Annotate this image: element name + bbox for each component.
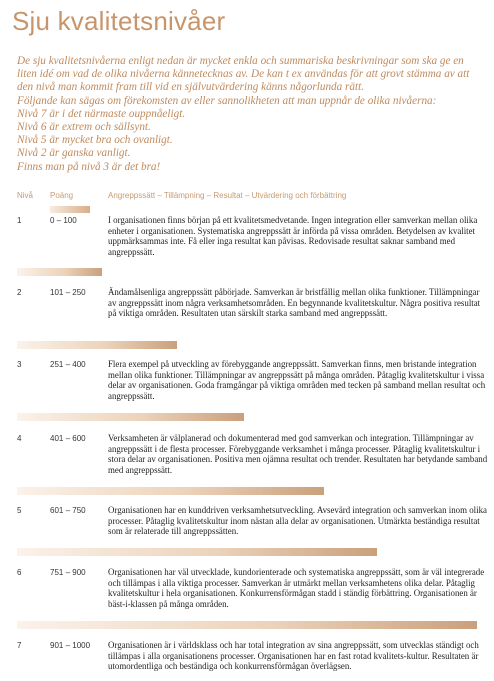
level-bar-2 [17,268,102,276]
intro-line: Nivå 7 är i det närmaste ouppnåeligt. [17,107,186,120]
level-points: 0 – 100 [50,216,77,225]
level-number: 4 [17,434,22,443]
intro-line: Finns man på nivå 3 är det bra! [17,160,161,173]
intro-line: Nivå 5 är mycket bra och ovanligt. [17,134,173,147]
intro-line: Nivå 2 är ganska vanligt. [17,147,131,160]
level-points: 751 – 900 [50,568,86,577]
level-points: 601 – 750 [50,506,86,515]
intro-paragraph: Följande kan sägas om förekomsten av eller sannolikheten att man uppnår de olika nivåerna: [17,94,437,107]
level-number: 1 [17,216,22,225]
header-gradient-bar [50,206,90,213]
level-bar-5 [17,487,324,495]
intro-line: Nivå 6 är extrem och sällsynt. [17,121,151,134]
level-description: Flera exempel på utveckling av förebyggande angreppssätt. Samverkan finns, men bristande integration mellan olika funktioner. Tillämpningar av angreppssätt på många områden. Påtaglig kvalitetskultur i vissa delar av organisationen. Goda framgångar på viktiga områden med tecken på samband mellan resultat och angreppssätt. [108,359,486,401]
page-title: Sju kvalitetsnivåer [12,6,226,36]
level-points: 101 – 250 [50,288,86,297]
level-bar-6 [17,548,377,556]
level-points: 251 – 400 [50,360,86,369]
header-approach: Angreppssätt – Tillämpning – Resultat – Utvärdering och förbättring [108,191,347,200]
level-bar-4 [17,413,244,421]
level-number: 3 [17,360,22,369]
level-bar-7 [17,621,477,629]
level-description: Organisationen har väl utvecklade, kundorienterade och systematiska angreppssätt, som är väl integrerade och tillämpas i alla viktiga processer. Samverkan är utmärkt mellan verksamhetens olika delar. Påtaglig kvalitetskultur i hela organisationen. Konkurrensförmågan stadd i ständig förbättring. Organisationen är bäst-i-klassen på många områden. [108,567,485,609]
level-bar-3 [17,341,177,349]
header-points: Poäng [50,191,74,200]
level-number: 7 [17,641,22,650]
level-description: Organisationen är i världsklass och har total integration av sina angreppssätt, som utvecklas ständigt och tillämpas i alla organisationens processer. Organisationen har en fast rotad kvalitets-kultur. Resultaten är utomordentliga och beständiga och konkurrensförmågan överlägsen. [108,640,479,672]
header-level: Nivå [17,191,34,200]
level-number: 6 [17,568,22,577]
level-points: 901 – 1000 [50,641,91,650]
level-points: 401 – 600 [50,434,86,443]
level-description: Verksamheten är välplanerad och dokumenterad med god samverkan och integration. Tillämpningar av angreppssätt i de flesta processer. Förebyggande verksamhet i många processer. Påtaglig kvalitetskultur i stora delar av organisationen. Positiva men ojämna resultat och trender. Resultaten har betydande samband med angreppssätt. [108,433,488,475]
level-number: 5 [17,506,22,515]
level-number: 2 [17,288,22,297]
level-description: I organisationen finns början på ett kvalitetsmedvetande. Ingen integration eller samverkan mellan olika enheter i organisationen. Systematiska angreppssätt är införda på vissa områden. Betydelsen av kvalitet uppmärksammas inte. Få eller inga resultat kan påvisas. Redovisade resultat saknar samband med angreppssätt. [108,215,478,257]
level-description: Ändamålsenliga angreppssätt påbörjade. Samverkan är bristfällig mellan olika funktioner. Tillämpningar av angreppssätt inom några verksamhetsområden. En begynnande kvalitetskultur. Några positiva resultat på viktiga områden. Resultaten utan särskilt starka samband med angreppssätt. [108,287,481,319]
intro-paragraph: De sju kvalitetsnivåerna enligt nedan är mycket enkla och summariska beskrivningar som ska ge en liten idé om vad de olika nivåerna kännetecknas av. De kan t ex användas för att grovt stämma av att den nivå man kommit fram till vid en självutvärdering känns någorlunda rätt. [17,55,470,94]
level-description: Organisationen har en kunddriven verksamhetsutveckling. Avsevärd integration och samverkan inom olika processer. Påtaglig kvalitetskultur inom nästan alla delar av organisationen. Utmärkta beständiga resultat som är relaterade till angreppssätten. [108,505,487,537]
intro-text [17,55,485,174]
